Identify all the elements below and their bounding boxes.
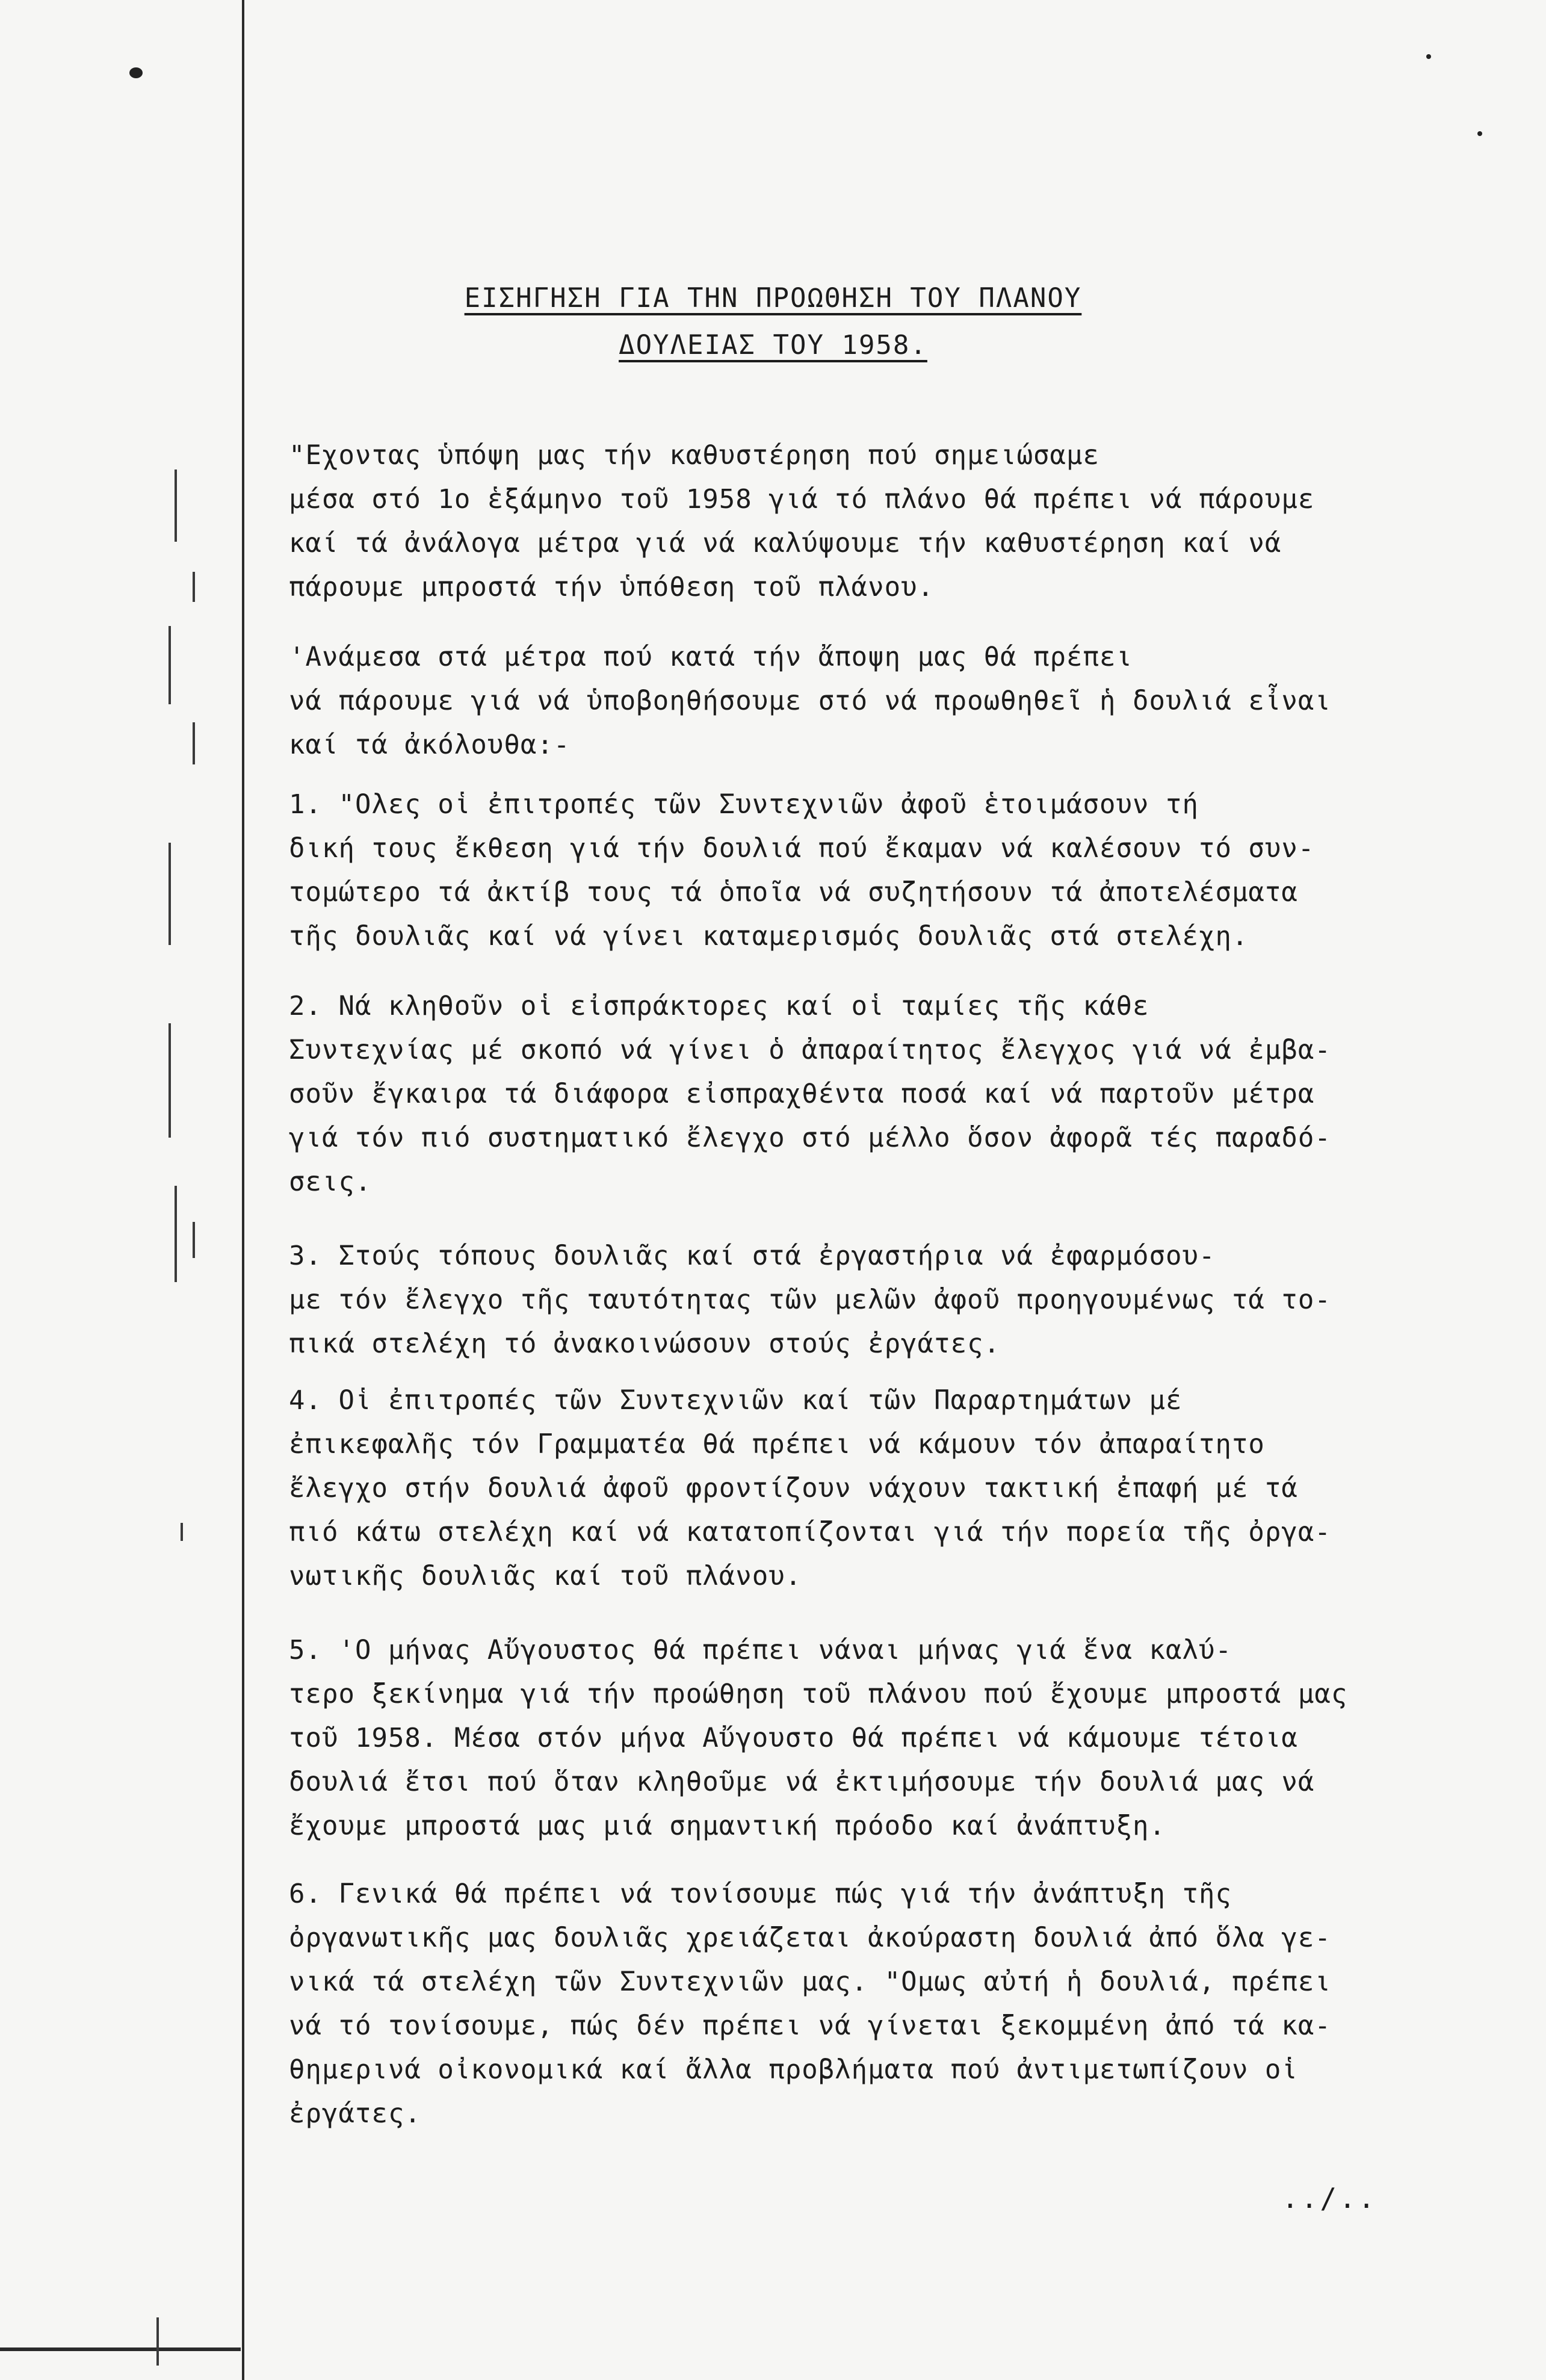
intro-paragraph: "Εχοντας ὑπόψη μας τήν καθυστέρηση πού σημειώσαμε μέσα στό 1ο ἑξάμηνο τοῦ 1958 γιά τό πλάνο θά πρέπει νά πάρουμε καί τά ἀνάλογα μέτρα γιά νά καλύψουμε τήν καθυστέρηση καί νά πάρουμε μπροστά τήν ὑπόθεση τοῦ πλάνου. xyxy=(289,440,1315,603)
margin-mark xyxy=(175,469,177,542)
margin-mark xyxy=(175,1186,177,1282)
margin-mark xyxy=(169,1023,171,1138)
margin-mark xyxy=(156,2317,159,2366)
list-item-6: 6. Γενικά θά πρέπει νά τονίσουμε πώς γιά τήν ἀνάπτυξη τῆς ὀργανωτικῆς μας δουλιᾶς χρειάζεται ἀκούραστη δουλιά ἀπό ὅλα γε- νικά τά στελέχη τῶν Συντεχνιῶν μας. "Ομως αὐτή ἡ δουλιά, πρέπει νά τό τονίσουμε, πώς δέν πρέπει νά γίνεται ξεκομμένη ἀπό τά κα- θημερινά οἰκονομικά καί ἄλλα προβλήματα πού ἀντιμετωπίζουν οἱ ἐργάτες. xyxy=(289,1879,1331,2129)
list-item-2: 2. Νά κληθοῦν οἱ εἰσπράκτορες καί οἱ ταμίες τῆς κάθε Συντεχνίας μέ σκοπό νά γίνει ὁ ἀπαραίτητος ἔλεγχος γιά νά ἐμβα- σοῦν ἔγκαιρα τά διάφορα εἰσπραχθέντα ποσά καί νά παρτοῦν μέτρα γιά τόν πιό συστηματικό ἔλεγχο στό μέλλο ὅσον ἀφορᾶ τές παραδό- σεις. xyxy=(289,991,1331,1197)
margin-mark xyxy=(181,1523,183,1541)
list-item-5: 5. 'Ο μήνας Αὔγουστος θά πρέπει νάναι μήνας γιά ἕνα καλύ- τερο ξεκίνημα γιά τήν προώθηση τοῦ πλάνου πού ἔχουμε μπροστά μας τοῦ 1958. Μέσα στόν μήνα Αὔγουστο θά πρέπει νά κάμουμε τέτοια δουλιά ἔτσι πού ὅταν κληθοῦμε νά ἐκτιμήσουμε τήν δουλιά μας νά ἔχουμε μπροστά μας μιά σημαντική πρόοδο καί ἀνάπτυξη. xyxy=(289,1635,1348,1841)
intro-paragraph: 'Ανάμεσα στά μέτρα πού κατά τήν ἄποψη μας θά πρέπει νά πάρουμε γιά νά ὑποβοηθήσουμε στό νά προωθηθεῖ ἡ δουλιά εἶναι καί τά ἀκόλουθα:- xyxy=(289,642,1331,760)
list-item-3: 3. Στούς τόπους δουλιᾶς καί στά ἐργαστήρια νά ἐφαρμόσου- με τόν ἔλεγχο τῆς ταυτότητας τῶν μελῶν ἀφοῦ προηγουμένως τά το- πικά στελέχη τό ἀνακοινώσουν στούς ἐργάτες. xyxy=(289,1241,1331,1359)
margin-mark xyxy=(169,626,171,704)
margin-mark xyxy=(193,722,195,764)
document-title-line-1: ΕΙΣΗΓΗΣΗ ΓΙΑ ΤΗΝ ΠΡΟΩΘΗΣΗ ΤΟΥ ΠΛΑΝΟΥ xyxy=(464,283,1082,314)
document-title-line-2: ΔΟΥΛΕΙΑΣ ΤΟΥ 1958. xyxy=(619,330,927,361)
margin-mark xyxy=(169,843,171,945)
bottom-edge-rule xyxy=(0,2347,241,2351)
list-item-1: 1. "Ολες οἱ ἐπιτροπές τῶν Συντεχνιῶν ἀφοῦ ἑτοιμάσουν τή δική τους ἔκθεση γιά τήν δουλιά πού ἔκαμαν νά καλέσουν τό συν- τομώτερο τά ἀκτίβ τους τά ὁποῖα νά συζητήσουν τά ἀποτελέσματα τῆς δουλιᾶς καί νά γίνει καταμερισμός δουλιᾶς στά στελέχη. xyxy=(289,789,1315,952)
ink-speck xyxy=(129,67,143,78)
ink-speck xyxy=(1426,54,1431,59)
list-item-4: 4. Οἱ ἐπιτροπές τῶν Συντεχνιῶν καί τῶν Παραρτημάτων μέ ἐπικεφαλῆς τόν Γραμματέα θά πρέπει νά κάμουν τόν ἀπαραίτητο ἔλεγχο στήν δουλιά ἀφοῦ φροντίζουν νάχουν τακτική ἐπαφή μέ τά πιό κάτω στελέχη καί νά κατατοπίζονται γιά τήν πορεία τῆς ὀργα- νωτικῆς δουλιᾶς καί τοῦ πλάνου. xyxy=(289,1385,1331,1591)
margin-mark xyxy=(193,1222,195,1258)
continuation-mark: ../.. xyxy=(1282,2182,1377,2214)
ink-speck xyxy=(1477,131,1482,136)
margin-mark xyxy=(193,572,195,602)
